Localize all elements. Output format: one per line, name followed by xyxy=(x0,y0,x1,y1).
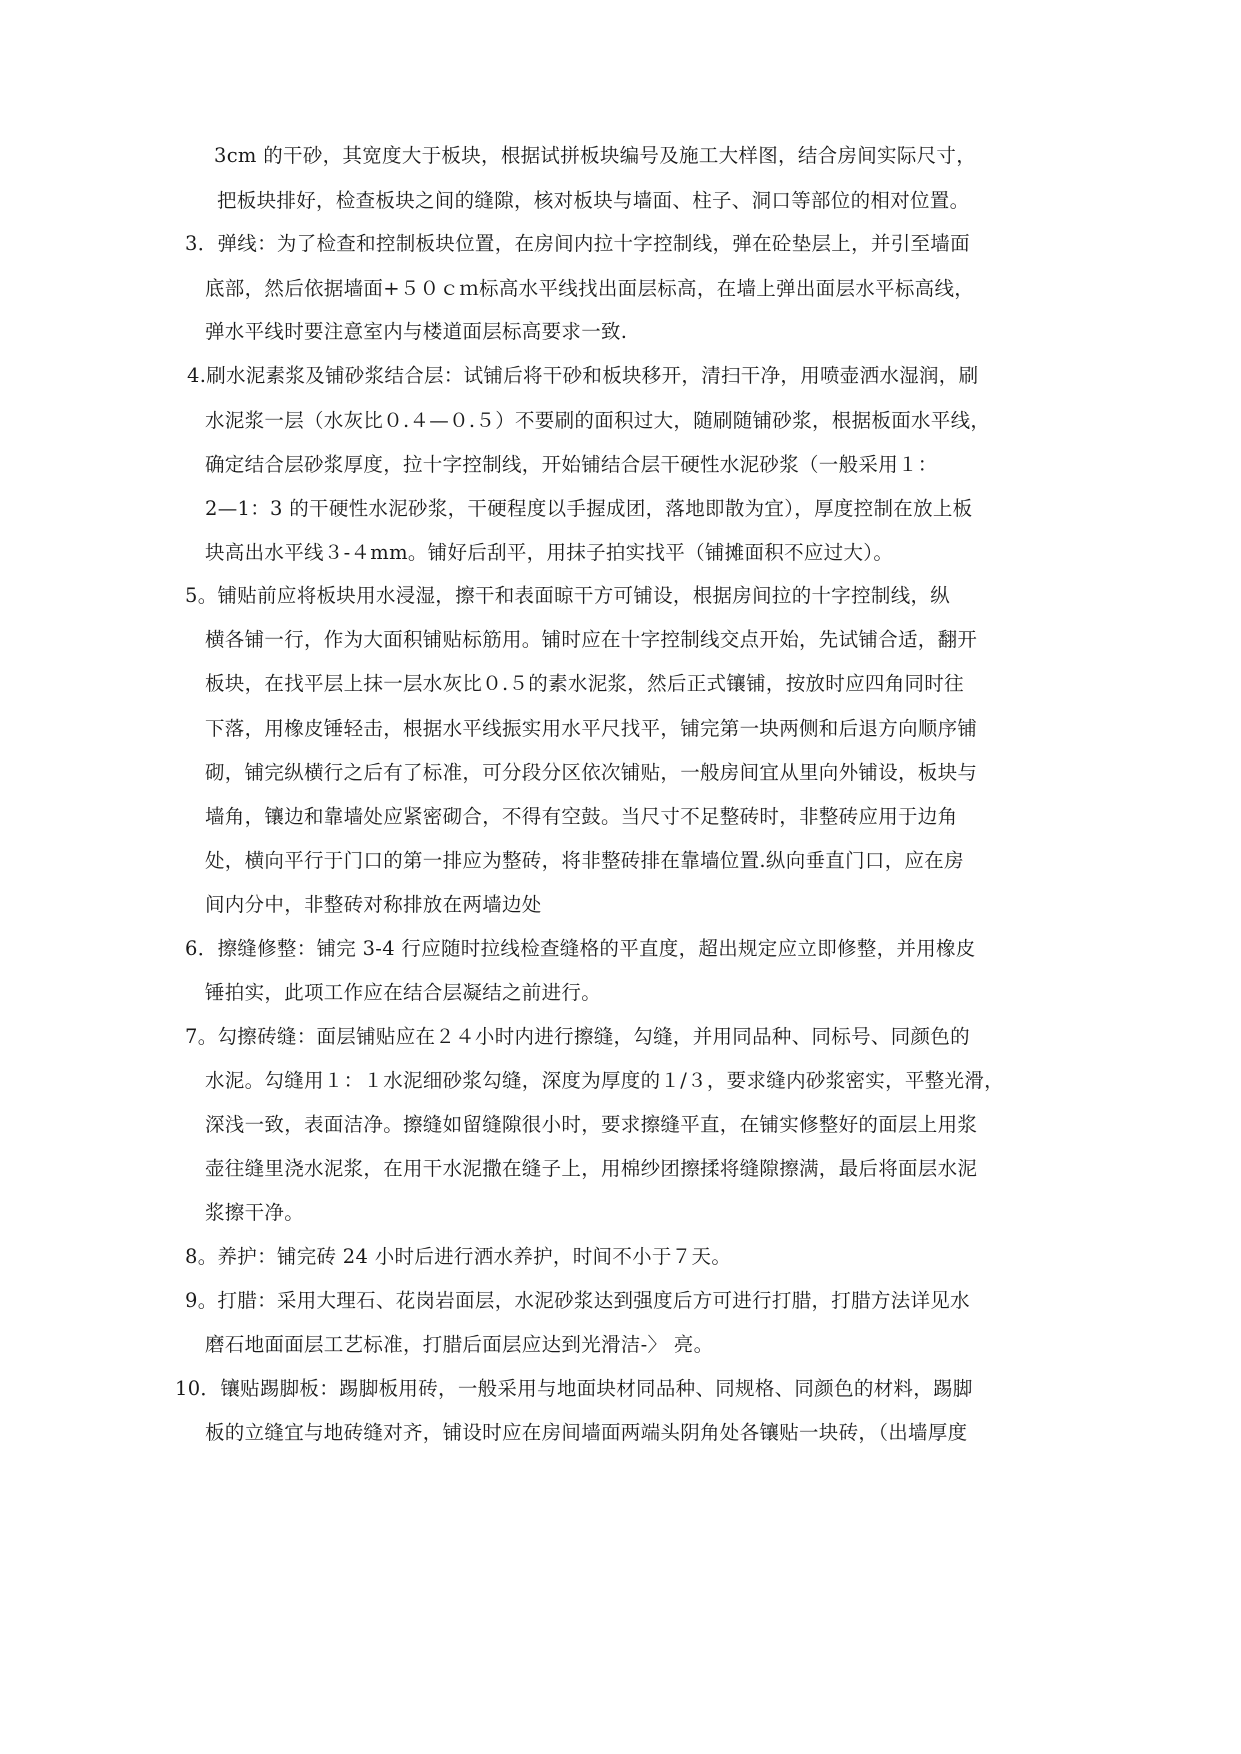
text-line: 确定结合层砂浆厚度，拉十字控制线，开始铺结合层干硬性水泥砂浆（一般采用１： xyxy=(205,453,938,476)
text-line: 8。养护：铺完砖 24 小时后进行洒水养护，时间不小于７天。 xyxy=(185,1245,732,1268)
text-line: 壶往缝里浇水泥浆，在用干水泥撒在缝子上，用棉纱团擦揉将缝隙擦满，最后将面层水泥 xyxy=(205,1157,978,1180)
text-line: 把板块排好，检查板块之间的缝隙，核对板块与墙面、柱子、洞口等部位的相对位置。 xyxy=(217,189,970,212)
text-line: 底部，然后依据墙面+５０ｃｍ标高水平线找出面层标高，在墙上弹出面层水平标高线， xyxy=(205,277,975,300)
text-line: 2—1：3 的干硬性水泥砂浆，干硬程度以手握成团，落地即散为宜），厚度控制在放上板 xyxy=(205,497,973,520)
text-line: 浆擦干净。 xyxy=(205,1201,305,1224)
text-line: 3．弹线：为了检查和控制板块位置，在房间内拉十字控制线，弹在砼垫层上，并引至墙面 xyxy=(185,232,970,255)
text-line: 3cm 的干砂，其宽度大于板块，根据试拼板块编号及施工大样图，结合房间实际尺寸， xyxy=(214,144,977,167)
text-line: 10．镶贴踢脚板：踢脚板用砖，一般采用与地面块材同品种、同规格、同颜色的材料，踢脚 xyxy=(175,1377,973,1400)
text-line: 9。打腊：采用大理石、花岗岩面层，水泥砂浆达到强度后方可进行打腊，打腊方法详见水 xyxy=(185,1289,970,1312)
text-line: 水泥浆一层（水灰比０.４—０.５）不要刷的面积过大，随刷随铺砂浆，根据板面水平线， xyxy=(205,409,991,432)
text-line: 下落，用橡皮锤轻击，根据水平线振实用水平尺找平，铺完第一块两侧和后退方向顺序铺 xyxy=(205,717,978,740)
text-line: 5。铺贴前应将板块用水浸湿，擦干和表面晾干方可铺设，根据房间拉的十字控制线，纵 xyxy=(185,584,951,607)
text-line: 块高出水平线３-４mm。铺好后刮平，用抹子拍实找平（铺摊面积不应过大）。 xyxy=(205,541,894,564)
text-line: 处，横向平行于门口的第一排应为整砖，将非整砖排在靠墙位置.纵向垂直门口，应在房 xyxy=(205,849,964,872)
text-line: 墙角，镶边和靠墙处应紧密砌合，不得有空鼓。当尺寸不足整砖时，非整砖应用于边角 xyxy=(205,805,958,828)
text-line: 板的立缝宜与地砖缝对齐，铺设时应在房间墙面两端头阴角处各镶贴一块砖，（出墙厚度 xyxy=(205,1421,968,1444)
text-line: 6．擦缝修整：铺完 3-4 行应随时拉线检查缝格的平直度，超出规定应立即修整，并用橡皮 xyxy=(185,937,976,960)
text-line: 板块，在找平层上抹一层水灰比０.５的素水泥浆，然后正式镶铺，按放时应四角同时往 xyxy=(205,672,964,695)
text-line: 横各铺一行，作为大面积铺贴标筋用。铺时应在十字控制线交点开始，先试铺合适，翻开 xyxy=(205,628,978,651)
text-line: 水泥。勾缝用１：１水泥细砂浆勾缝，深度为厚度的１/３，要求缝内砂浆密实，平整光滑， xyxy=(205,1069,1004,1092)
text-line: 弹水平线时要注意室内与楼道面层标高要求一致. xyxy=(205,320,628,343)
text-line: 磨石地面面层工艺标准，打腊后面层应达到光滑洁-〉 亮。 xyxy=(205,1333,714,1356)
text-line: 锤拍实，此项工作应在结合层凝结之前进行。 xyxy=(205,981,602,1004)
text-line: 砌，铺完纵横行之后有了标准，可分段分区依次铺贴，一般房间宜从里向外铺设，板块与 xyxy=(205,761,978,784)
text-line: 深浅一致，表面洁净。擦缝如留缝隙很小时，要求擦缝平直，在铺实修整好的面层上用浆 xyxy=(205,1113,978,1136)
text-line: 7。勾擦砖缝：面层铺贴应在２４小时内进行擦缝，勾缝，并用同品种、同标号、同颜色的 xyxy=(185,1025,970,1048)
text-line: 间内分中，非整砖对称排放在两墙边处 xyxy=(205,893,542,916)
text-line: 4.刷水泥素浆及铺砂浆结合层：试铺后将干砂和板块移开，清扫干净，用喷壶洒水湿润，刷 xyxy=(187,364,979,387)
